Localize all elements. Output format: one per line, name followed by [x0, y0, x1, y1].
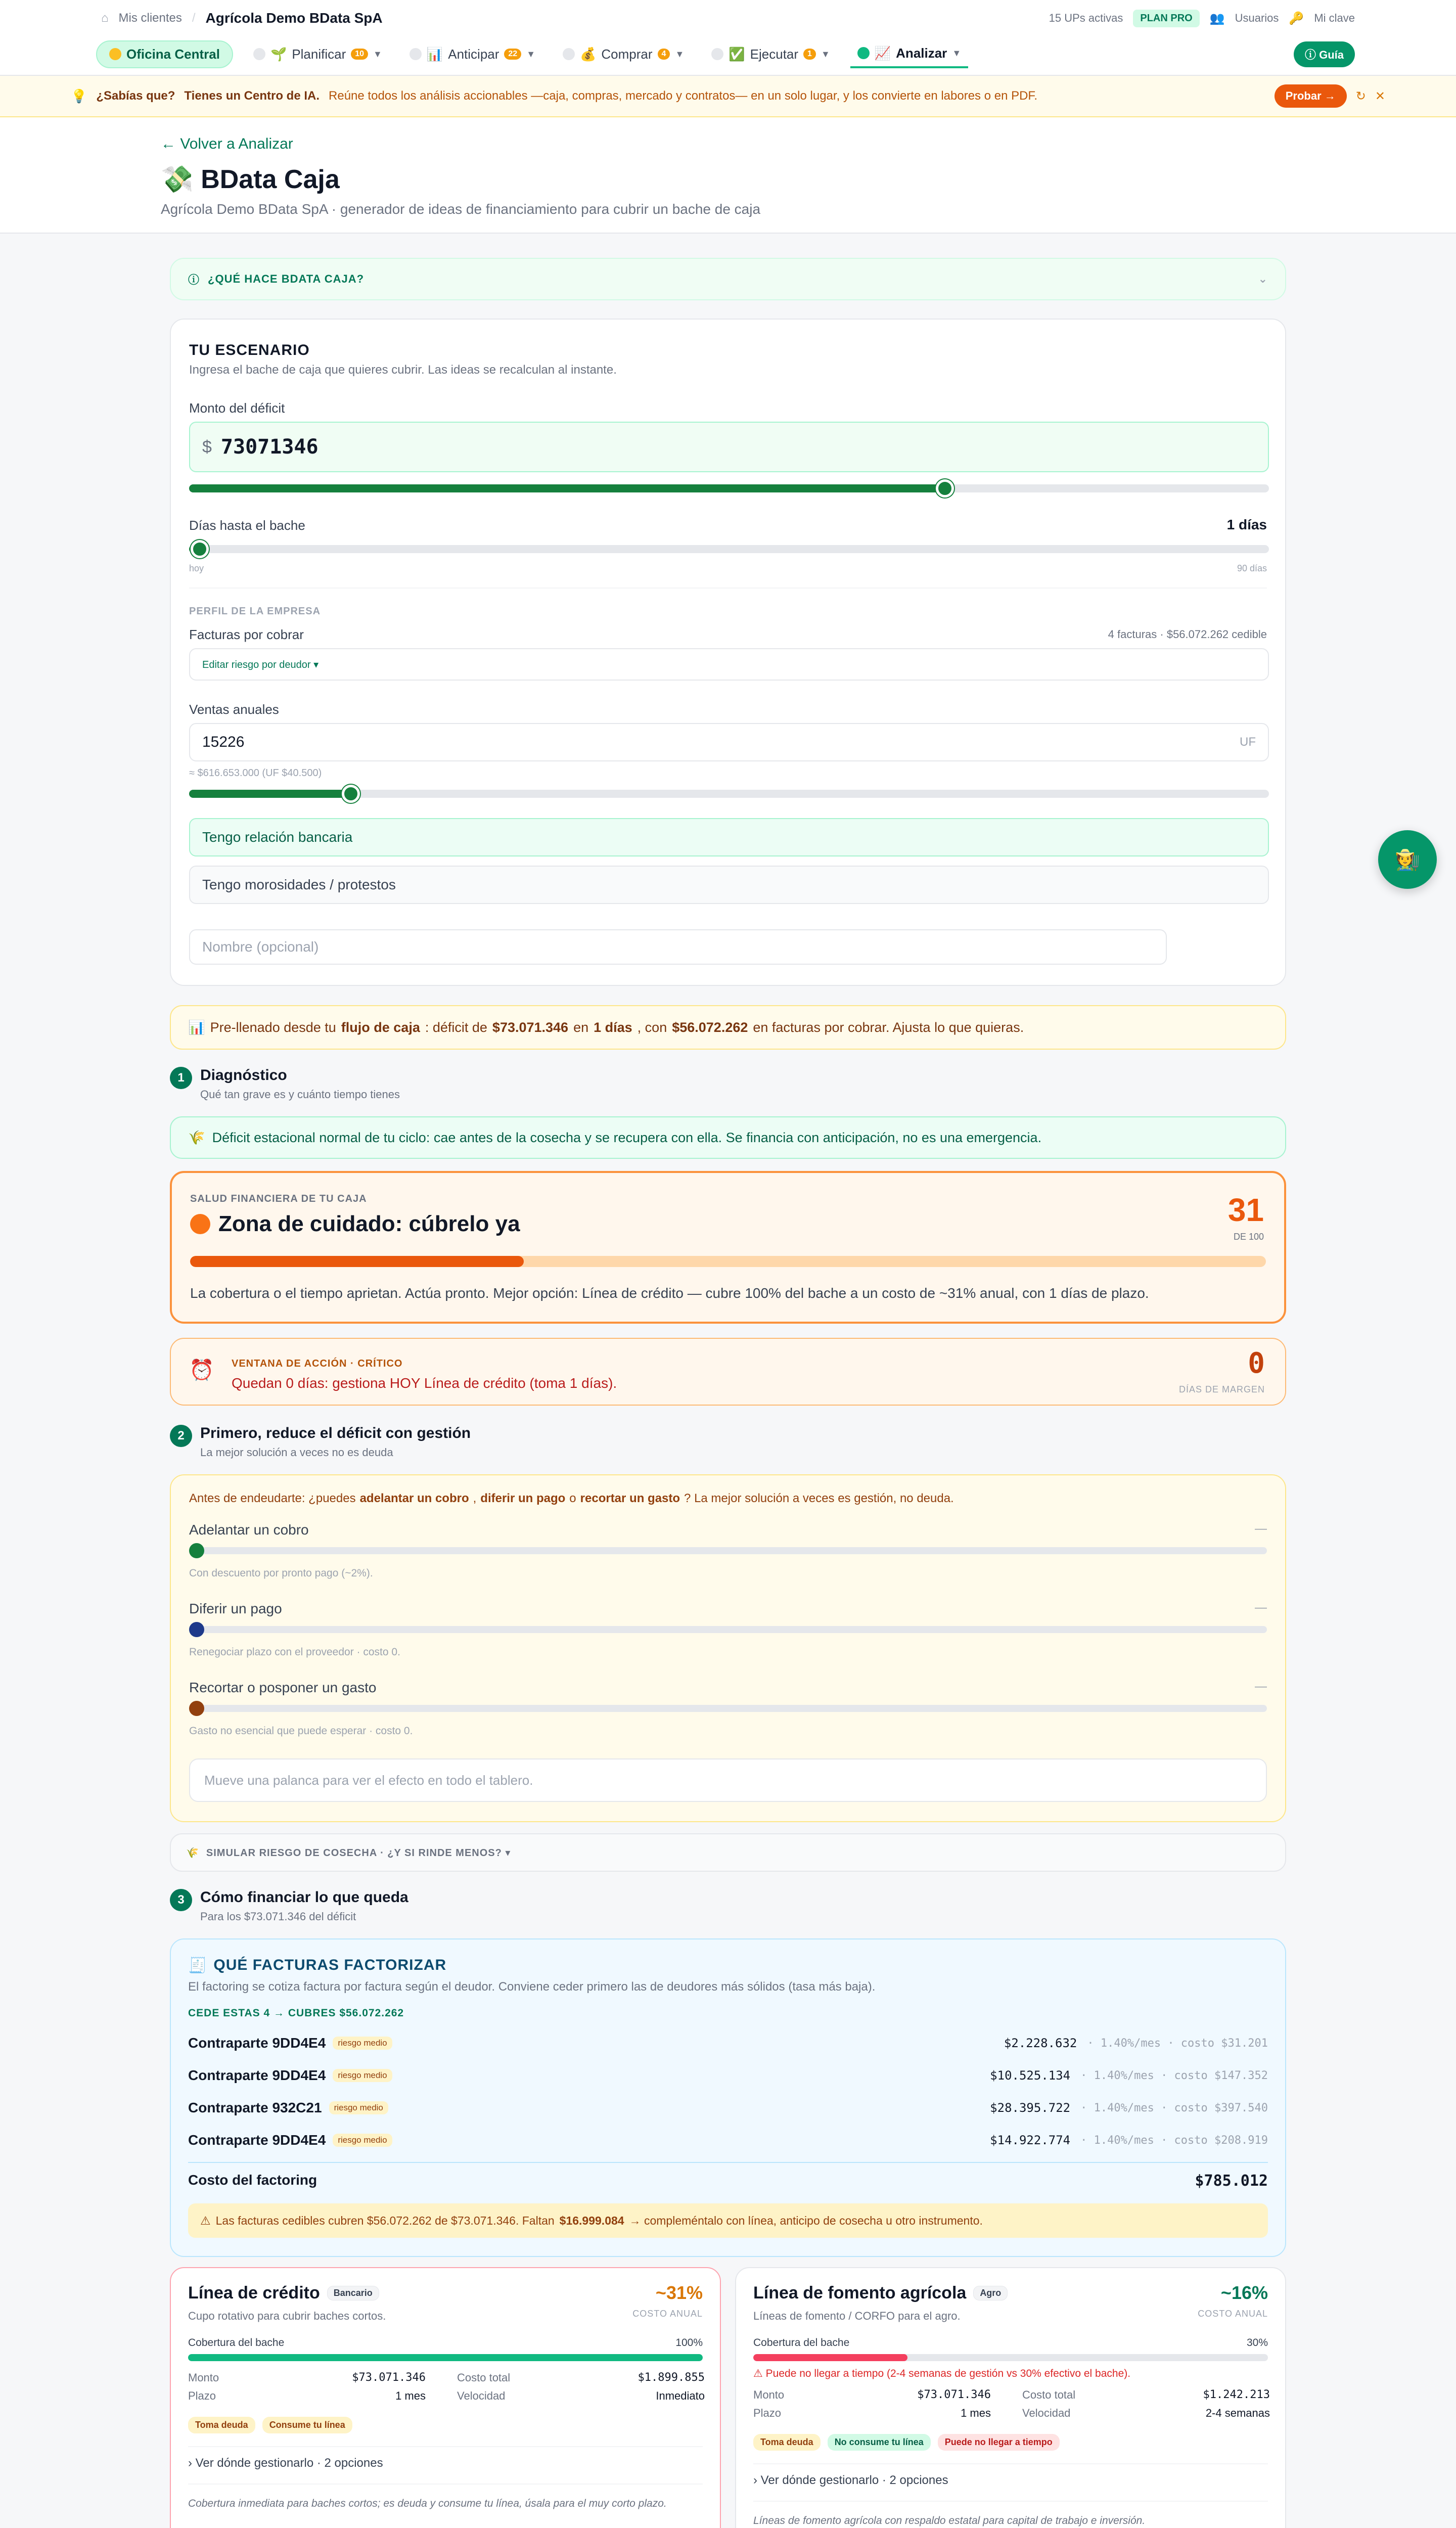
- amount-value: $73.071.346: [917, 2388, 991, 2401]
- nav-ejecutar[interactable]: [704, 41, 837, 67]
- term-label: Plazo: [188, 2389, 216, 2402]
- factoring-cost-label: Costo del factoring: [188, 2172, 317, 2188]
- divider: [188, 2484, 703, 2485]
- lever-value: —: [1255, 1522, 1267, 1536]
- page-title: [161, 164, 340, 195]
- option-tag: Bancario: [327, 2286, 379, 2300]
- name-input[interactable]: [189, 929, 1167, 965]
- chevron-down-icon: ▼: [821, 49, 830, 59]
- scenario-title: TU ESCENARIO: [189, 342, 310, 358]
- speed-value: 2-4 semanas: [1205, 2407, 1270, 2419]
- money-icon: 💸: [161, 165, 194, 194]
- about-label: ¿QUÉ HACE BDATA CAJA?: [208, 273, 365, 285]
- option-annual-cost: ~31%: [655, 2282, 703, 2303]
- days-slider-handle[interactable]: [191, 540, 209, 558]
- coverage-row: [188, 2337, 703, 2349]
- nav-label: Analizar: [896, 45, 947, 61]
- name-placeholder: Nombre (opcional): [202, 939, 319, 955]
- amount-label: Monto: [188, 2371, 219, 2384]
- total-cost-value: $1.899.855: [638, 2371, 705, 2384]
- invoice-amount: $2.228.632: [1004, 2036, 1077, 2050]
- lever-title: Recortar o posponer un gasto: [189, 1680, 377, 1695]
- speed-label: Velocidad: [457, 2389, 506, 2402]
- invoice-rate: · 1.40%/mes · costo $31.201: [1087, 2037, 1268, 2050]
- health-card: [170, 1171, 1286, 1324]
- amount-row: [188, 2371, 426, 2384]
- prefill-pre: Pre-llenado desde tu: [210, 1019, 336, 1035]
- sprout-icon: 🌱: [270, 46, 287, 62]
- levers-intro: [189, 1492, 954, 1506]
- nav-count: 4: [658, 49, 670, 60]
- sales-hint: ≈ $616.653.000 (UF $40.500): [189, 768, 322, 779]
- term-label: Plazo: [753, 2407, 782, 2419]
- levers-intro-c2: o: [569, 1492, 576, 1505]
- prefill-deficit: $73.071.346: [492, 1019, 569, 1035]
- chevron-right-icon: ›: [753, 2473, 757, 2487]
- sales-value: 15226: [202, 734, 245, 750]
- bag-icon: 💰: [580, 46, 597, 62]
- nav-oficina-central[interactable]: [96, 40, 233, 68]
- defaults-toggle[interactable]: [189, 866, 1269, 904]
- deficit-label: Monto del déficit: [189, 400, 285, 416]
- sales-slider-handle[interactable]: [342, 785, 360, 803]
- lever-hint: Renegociar plazo con el proveedor · costo 0.: [189, 1646, 400, 1658]
- step-1-subtitle: Qué tan grave es y cuánto tiempo tienes: [200, 1088, 400, 1101]
- nav-planificar[interactable]: [246, 41, 389, 67]
- coverage-row: [753, 2337, 1268, 2349]
- analizar-icon: [857, 47, 870, 59]
- coverage-bar: [753, 2354, 1268, 2361]
- step-2-title: Primero, reduce el déficit con gestión: [200, 1425, 471, 1441]
- page-header: [0, 117, 1456, 234]
- coverage-bar-fill: [753, 2354, 907, 2361]
- risk-badge: riesgo medio: [329, 2101, 388, 2114]
- term-value: 1 mes: [961, 2407, 991, 2419]
- counterparty-name: Contraparte 9DD4E4: [188, 2132, 326, 2148]
- deficit-value: 73071346: [220, 435, 318, 459]
- lever-defer-payment[interactable]: [189, 1601, 1267, 1661]
- nav-count: 22: [504, 49, 521, 60]
- lever-effect-box: Mueve una palanca para ver el efecto en todo el tablero.: [189, 1758, 1267, 1802]
- financing-option-card: [170, 2267, 721, 2528]
- invoice-amount: $28.395.722: [990, 2101, 1071, 2115]
- prefill-tail: en facturas por cobrar. Ajusta lo que quieras.: [753, 1019, 1024, 1035]
- check-icon: ✅: [729, 46, 745, 62]
- prefill-in: en: [573, 1019, 589, 1035]
- step-1-badge: 1: [170, 1067, 192, 1089]
- sales-slider[interactable]: [189, 790, 1269, 798]
- office-icon: [109, 48, 121, 60]
- lever-track[interactable]: [189, 1705, 1267, 1712]
- clients-link[interactable]: Mis clientes: [118, 11, 182, 25]
- chevron-down-icon: ⌄: [1258, 273, 1268, 285]
- option-chips: [188, 2417, 352, 2433]
- health-bar: [190, 1256, 1266, 1267]
- nav-anticipar[interactable]: [402, 41, 542, 67]
- prefill-days: 1 días: [594, 1019, 632, 1035]
- factoring-title: [188, 1957, 446, 1974]
- invoices-label: Facturas por cobrar: [189, 627, 304, 642]
- table-row: [188, 2063, 1268, 2088]
- page-title-text: BData Caja: [201, 165, 340, 194]
- status-dot-icon: [190, 1214, 210, 1234]
- lever-value: —: [1255, 1680, 1267, 1693]
- chevron-down-icon: ▼: [526, 49, 536, 59]
- days-label: Días hasta el bache: [189, 518, 305, 533]
- option-name: [188, 2283, 379, 2303]
- factoring-warning: [188, 2203, 1268, 2238]
- where-to-manage-toggle[interactable]: [753, 2473, 948, 2488]
- total-cost-label: Costo total: [1022, 2388, 1076, 2401]
- top-row: [101, 6, 1355, 30]
- lever-handle[interactable]: [189, 1543, 204, 1558]
- harvest-risk-toggle[interactable]: [170, 1833, 1286, 1872]
- graph-icon: 📈: [874, 45, 891, 61]
- total-cost-label: Costo total: [457, 2371, 511, 2384]
- alarm-icon: ⏰: [189, 1359, 214, 1381]
- currency-symbol: $: [202, 437, 212, 457]
- risk-badge: riesgo medio: [333, 2069, 392, 2082]
- total-cost-value: $1.242.213: [1203, 2388, 1270, 2401]
- sales-slider-fill: [189, 790, 351, 798]
- active-ups: 15 UPs activas: [1049, 12, 1123, 24]
- option-title: Línea de fomento agrícola: [753, 2283, 967, 2303]
- coverage-value: 30%: [1246, 2337, 1268, 2349]
- factoring-title-text: QUÉ FACTURAS FACTORIZAR: [213, 1957, 447, 1973]
- invoices-summary: 4 facturas · $56.072.262 cedible: [1108, 628, 1267, 641]
- chevron-down-icon: ▼: [675, 49, 685, 59]
- counterparty-name: Contraparte 932C21: [188, 2100, 322, 2115]
- coverage-bar: [188, 2354, 703, 2361]
- prefill-with: , con: [637, 1019, 667, 1035]
- refresh-icon[interactable]: ↻: [1355, 89, 1366, 103]
- amount-label: Monto: [753, 2388, 785, 2401]
- days-min: hoy: [189, 563, 204, 573]
- step-3-subtitle: Para los $73.071.346 del déficit: [200, 1910, 356, 1923]
- farmer-icon: 🧑‍🌾: [1395, 848, 1420, 871]
- speed-row: [457, 2389, 705, 2403]
- step-3-title: Cómo financiar lo que queda: [200, 1889, 408, 1906]
- factoring-warn-text: Las facturas cedibles cubren $56.072.262 de $73.071.346. Faltan: [215, 2214, 555, 2227]
- guide-button[interactable]: ⓘ Guía: [1294, 41, 1355, 67]
- warning-icon: ⚠: [200, 2214, 211, 2227]
- edit-risk-label: Editar riesgo por deudor ▾: [202, 659, 319, 670]
- chart-icon: 📊: [188, 1020, 205, 1035]
- chevron-right-icon: ›: [188, 2456, 192, 2470]
- window-days: 0: [1248, 1347, 1265, 1380]
- sales-unit: UF: [1240, 735, 1256, 749]
- seasonal-banner: [170, 1116, 1286, 1159]
- users-icon: 👥: [1209, 11, 1225, 25]
- option-chip: Consume tu línea: [262, 2417, 352, 2433]
- lever-track[interactable]: [189, 1626, 1267, 1633]
- prefill-flow-link[interactable]: flujo de caja: [341, 1019, 420, 1035]
- term-value: 1 mes: [395, 2389, 426, 2402]
- counterparty-name: Contraparte 9DD4E4: [188, 2035, 326, 2051]
- info-icon: ⓘ: [188, 273, 200, 286]
- health-title-text: Zona de cuidado: cúbrelo ya: [218, 1211, 520, 1236]
- annual-cost-label: COSTO ANUAL: [1198, 2309, 1268, 2319]
- total-cost-row: [1022, 2388, 1270, 2402]
- nav-count: 1: [803, 49, 816, 60]
- speed-row: [1022, 2407, 1270, 2420]
- divider: [189, 588, 1267, 589]
- seasonal-text: Déficit estacional normal de tu ciclo: cae antes de la cosecha y se recupera con ella. Se financia con anticipación, no es una emergencia.: [212, 1130, 1042, 1145]
- sales-input[interactable]: [189, 723, 1269, 761]
- users-link[interactable]: Usuarios: [1235, 12, 1279, 24]
- ai-center-notice: [0, 76, 1456, 117]
- days-max: 90 días: [1237, 563, 1267, 573]
- try-button[interactable]: Probar →: [1275, 84, 1347, 108]
- page-subtitle: Agrícola Demo BData SpA · generador de ideas de financiamiento para cubrir un bache de caja: [161, 201, 761, 217]
- back-link[interactable]: ← Volver a Analizar: [161, 136, 293, 152]
- levers-intro-pre: Antes de endeudarte: ¿puedes: [189, 1492, 356, 1505]
- option-description: Cupo rotativo para cubrir baches cortos.: [188, 2310, 386, 2322]
- invoice-amount: $14.922.774: [990, 2133, 1071, 2147]
- lever-advance-collection[interactable]: [189, 1522, 1267, 1583]
- seedling-icon: 🌾: [188, 1130, 205, 1145]
- plan-badge: PLAN PRO: [1133, 10, 1199, 27]
- factoring-warn-tail: → compleméntalo con línea, anticipo de cosecha u otro instrumento.: [629, 2214, 983, 2227]
- levers-card: [170, 1474, 1286, 1822]
- lever-hint: Gasto no esencial que puede esperar · costo 0.: [189, 1725, 413, 1737]
- nav-label: Planificar: [292, 46, 346, 62]
- step-3-badge: 3: [170, 1889, 192, 1911]
- planificar-icon: [253, 48, 265, 60]
- coverage-label: Cobertura del bache: [188, 2337, 285, 2349]
- divider: [188, 2162, 1268, 2163]
- levers-intro-c1: ,: [473, 1492, 477, 1505]
- action-window-card: [170, 1338, 1286, 1406]
- prefill-banner: [170, 1005, 1286, 1050]
- factoring-cede: CEDE ESTAS 4 → CUBRES $56.072.262: [188, 2007, 404, 2019]
- coverage-label: Cobertura del bache: [753, 2337, 850, 2349]
- nav-count: 10: [351, 49, 368, 60]
- prefill-mid: : déficit de: [425, 1019, 487, 1035]
- option-chip: Toma deuda: [753, 2434, 821, 2451]
- option-tag: Agro: [973, 2286, 1008, 2300]
- lever-hint-2: diferir un pago: [480, 1492, 566, 1505]
- deficit-input[interactable]: [189, 422, 1269, 472]
- factoring-subtitle: El factoring se cotiza factura por factura según el deudor. Conviene ceder primero las de deudores más sólidos (tasa más baja).: [188, 1980, 876, 1994]
- breadcrumb-separator: /: [192, 11, 196, 25]
- risk-badge: riesgo medio: [333, 2037, 392, 2050]
- profile-title: PERFIL DE LA EMPRESA: [189, 606, 321, 617]
- timing-warning: ⚠ Puede no llegar a tiempo (2-4 semanas de gestión vs 30% efectivo el bache).: [753, 2368, 1131, 2379]
- comprar-icon: [563, 48, 575, 60]
- company-name[interactable]: Agrícola Demo BData SpA: [205, 10, 383, 26]
- option-note: Cobertura inmediata para baches cortos; es deuda y consume tu línea, úsala para el muy corto plazo.: [188, 2498, 667, 2509]
- where-label: Ver dónde gestionarlo · 2 opciones: [195, 2456, 383, 2470]
- health-kicker: SALUD FINANCIERA DE TU CAJA: [190, 1193, 367, 1204]
- notice-bold: Tienes un Centro de IA.: [184, 89, 320, 103]
- table-row: [188, 2095, 1268, 2120]
- prefill-invoices: $56.072.262: [672, 1019, 748, 1035]
- defaults-toggle-label: Tengo morosidades / protestos: [202, 877, 396, 892]
- days-slider[interactable]: [189, 545, 1269, 553]
- divider: [188, 2446, 703, 2447]
- levers-intro-post: ? La mejor solución a veces es gestión, no deuda.: [684, 1492, 954, 1505]
- lever-value: —: [1255, 1601, 1267, 1614]
- lever-hint-3: recortar un gasto: [580, 1492, 680, 1505]
- option-note: Líneas de fomento agrícola con respaldo estatal para capital de trabajo e inversión.: [753, 2515, 1146, 2526]
- health-bar-fill: [190, 1256, 524, 1267]
- nav-label: Oficina Central: [126, 46, 220, 62]
- chart-icon: 📊: [426, 46, 443, 62]
- lever-track[interactable]: [189, 1547, 1267, 1554]
- deficit-slider[interactable]: [189, 484, 1269, 492]
- divider: [753, 2463, 1268, 2464]
- option-annual-cost: ~16%: [1220, 2282, 1268, 2303]
- anticipar-icon: [410, 48, 422, 60]
- term-row: [188, 2389, 426, 2403]
- financing-option-card: [735, 2267, 1286, 2528]
- step-2-badge: 2: [170, 1425, 192, 1447]
- chevron-down-icon: ▼: [952, 48, 962, 58]
- option-chip: No consume tu línea: [828, 2434, 931, 2451]
- days-value: 1 días: [1226, 517, 1267, 532]
- speed-label: Velocidad: [1022, 2407, 1071, 2419]
- invoice-rate: · 1.40%/mes · costo $397.540: [1080, 2101, 1268, 2114]
- option-description: Líneas de fomento / CORFO para el agro.: [753, 2310, 961, 2322]
- lever-cut-expense[interactable]: [189, 1680, 1267, 1740]
- total-cost-row: [457, 2371, 705, 2384]
- health-score: 31: [1227, 1192, 1264, 1228]
- my-key-link[interactable]: Mi clave: [1314, 12, 1355, 24]
- lever-hint-1: adelantar un cobro: [359, 1492, 469, 1505]
- lever-title: Diferir un pago: [189, 1601, 282, 1616]
- nav-comprar[interactable]: [556, 41, 691, 67]
- factoring-warn-bold: $16.999.084: [559, 2214, 624, 2227]
- document-icon: 🧾: [188, 1957, 208, 1974]
- term-row: [753, 2407, 991, 2420]
- option-chips: [753, 2434, 1060, 2451]
- notice-lead: ¿Sabías que?: [96, 89, 175, 103]
- invoice-rate: · 1.40%/mes · costo $208.919: [1080, 2134, 1268, 2147]
- chevron-down-icon: ▼: [373, 49, 382, 59]
- annual-cost-label: COSTO ANUAL: [632, 2309, 703, 2319]
- health-text: La cobertura o el tiempo aprietan. Actúa pronto. Mejor opción: Línea de crédito — cubre 100% del bache a un costo de ~31% anual, con 1 días de plazo.: [190, 1285, 1149, 1301]
- lever-handle[interactable]: [189, 1701, 204, 1716]
- bank-toggle-label: Tengo relación bancaria: [202, 829, 353, 845]
- invoice-rate: · 1.40%/mes · costo $147.352: [1080, 2069, 1268, 2082]
- ejecutar-icon: [711, 48, 723, 60]
- deficit-slider-fill: [189, 484, 945, 492]
- key-icon: 🔑: [1289, 11, 1304, 25]
- factoring-card: [170, 1938, 1286, 2257]
- scenario-subtitle: Ingresa el bache de caja que quieres cubrir. Las ideas se recalculan al instante.: [189, 363, 617, 377]
- harvest-label: SIMULAR RIESGO DE COSECHA · ¿Y SI RINDE MENOS? ▾: [206, 1847, 511, 1859]
- bank-relationship-toggle[interactable]: [189, 818, 1269, 856]
- where-label: Ver dónde gestionarlo · 2 opciones: [760, 2473, 948, 2487]
- lever-handle[interactable]: [189, 1622, 204, 1637]
- home-icon: ⌂: [101, 11, 109, 25]
- health-title: [190, 1211, 520, 1237]
- where-to-manage-toggle[interactable]: [188, 2456, 383, 2470]
- risk-badge: riesgo medio: [333, 2134, 392, 2147]
- nav-analizar[interactable]: [850, 40, 968, 68]
- step-1-title: Diagnóstico: [200, 1067, 287, 1084]
- amount-row: [753, 2388, 991, 2402]
- window-kicker: VENTANA DE ACCIÓN · CRÍTICO: [232, 1358, 403, 1369]
- option-title: Línea de crédito: [188, 2283, 320, 2303]
- counterparty-name: Contraparte 9DD4E4: [188, 2067, 326, 2083]
- nav-label: Anticipar: [448, 46, 499, 62]
- edit-risk-toggle[interactable]: [189, 648, 1269, 681]
- nav-label: Ejecutar: [750, 46, 799, 62]
- guide-label: Guía: [1319, 48, 1344, 61]
- table-row: [188, 2030, 1268, 2056]
- deficit-slider-handle[interactable]: [936, 479, 954, 498]
- divider: [753, 2501, 1268, 2502]
- factoring-cost-value: $785.012: [1195, 2172, 1268, 2190]
- top-bar: [0, 0, 1456, 76]
- window-label: DÍAS DE MARGEN: [1178, 1384, 1265, 1394]
- speed-value: Inmediato: [656, 2389, 705, 2402]
- about-section-toggle[interactable]: [170, 258, 1286, 300]
- window-text: Quedan 0 días: gestiona HOY Línea de crédito (toma 1 días).: [232, 1375, 617, 1391]
- step-2-subtitle: La mejor solución a veces no es deuda: [200, 1446, 393, 1459]
- table-row: [188, 2128, 1268, 2153]
- scenario-card: [170, 319, 1286, 986]
- lever-hint: Con descuento por pronto pago (~2%).: [189, 1567, 373, 1579]
- option-chip: Toma deuda: [188, 2417, 255, 2433]
- sales-label: Ventas anuales: [189, 702, 279, 717]
- coverage-value: 100%: [675, 2337, 703, 2349]
- health-score-of: DE 100: [1233, 1232, 1264, 1242]
- invoice-amount: $10.525.134: [990, 2068, 1071, 2083]
- option-chip: Puede no llegar a tiempo: [938, 2434, 1060, 2451]
- wheat-icon: 🌾: [186, 1847, 199, 1859]
- option-name: [753, 2283, 1008, 2303]
- amount-value: $73.071.346: [352, 2371, 426, 2384]
- lightbulb-icon: 💡: [71, 88, 87, 104]
- coverage-bar-fill: [188, 2354, 703, 2361]
- notice-text: Reúne todos los análisis accionables —caja, compras, mercado y contratos— en un solo lugar, y los convierte en labores o en PDF.: [329, 89, 1038, 103]
- lever-title: Adelantar un cobro: [189, 1522, 309, 1538]
- assistant-float-button[interactable]: [1378, 830, 1437, 889]
- main-nav: [96, 38, 1355, 70]
- close-icon[interactable]: ✕: [1375, 89, 1385, 103]
- nav-label: Comprar: [601, 46, 653, 62]
